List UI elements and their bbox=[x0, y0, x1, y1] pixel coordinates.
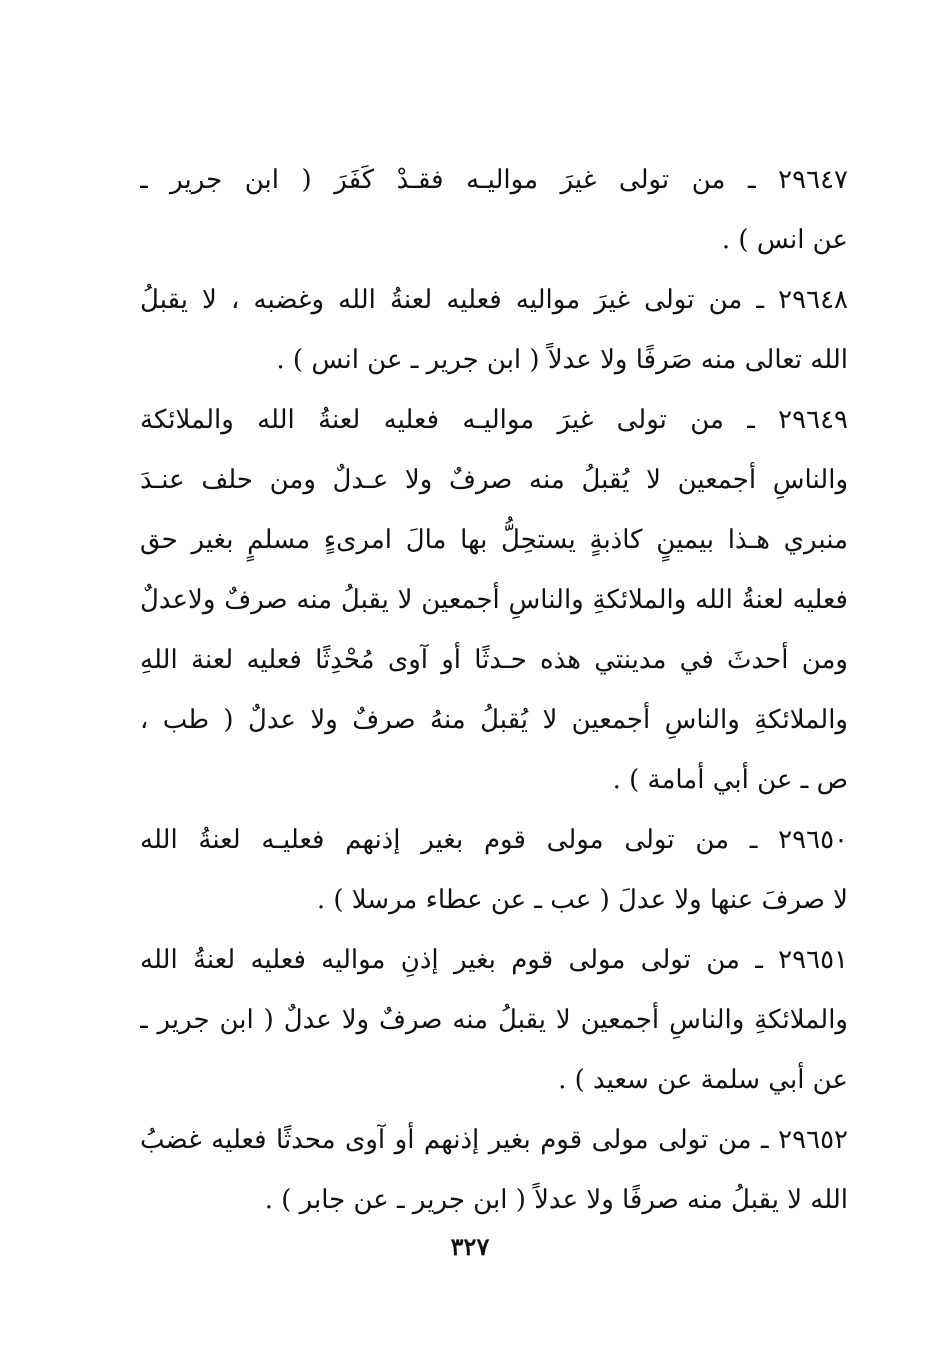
text-line: ٢٩٦٥١ ـ من تولى مولى قوم بغير إذنِ مواليه فعليه لعنةُ الله bbox=[140, 945, 848, 975]
text-line: الله لا يقبلُ منه صرفًا ولا عدلاً ( ابن جرير ـ عن جابر ) . bbox=[264, 1185, 848, 1215]
hadith-text-block bbox=[140, 150, 848, 1230]
text-line: ٢٩٦٥٢ ـ من تولى مولى قوم بغير إذنهم أو آوى محدثًا فعليه غضبُ bbox=[140, 1125, 848, 1155]
text-line: منبري هـذا بيمينٍ كاذبةٍ يستحِلُّ بها مالَ امرىءٍ مسلمٍ بغير حق bbox=[140, 525, 848, 555]
hadith-29652 bbox=[140, 1110, 848, 1230]
text-line: عن أبي سلمة عن سعيد ) . bbox=[558, 1065, 848, 1095]
text-line: ٢٩٦٤٩ ـ من تولى غيرَ مواليـه فعليه لعنةُ الله والملائكة bbox=[140, 405, 848, 435]
text-line: ومن أحدثَ في مدينتي هذه حـدثًا أو آوى مُحْدِثًا فعليه لعنة اللهِ bbox=[140, 645, 848, 675]
text-line: لا صرفَ عنها ولا عدلَ ( عب ـ عن عطاء مرسلا ) . bbox=[316, 885, 848, 915]
text-line: عن انس ) . bbox=[721, 225, 848, 255]
hadith-29648 bbox=[140, 270, 848, 390]
text-line: ٢٩٦٥٠ ـ من تولى مولى قوم بغير إذنهم فعليـه لعنةُ الله bbox=[140, 825, 848, 855]
text-line: ٢٩٦٤٨ ـ من تولى غيرَ مواليه فعليه لعنةُ الله وغضبه ، لا يقبلُ bbox=[140, 285, 848, 315]
text-line: ص ـ عن أبي أمامة ) . bbox=[612, 765, 848, 795]
text-line: والملائكةِ والناسِ أجمعين لا يُقبلُ منهُ صرفٌ ولا عدلٌ ( طب ، bbox=[140, 705, 848, 735]
text-line: ٢٩٦٤٧ ـ من تولى غيرَ مواليـه فقـدْ كَفَرَ ( ابن جرير ـ bbox=[140, 165, 848, 195]
text-line: والملائكةِ والناسِ أجمعين لا يقبلُ منه صرفٌ ولا عدلٌ ( ابن جرير ـ bbox=[140, 1005, 848, 1035]
hadith-29647 bbox=[140, 150, 848, 270]
text-line: الله تعالى منه صَرفًا ولا عدلاً ( ابن جرير ـ عن انس ) . bbox=[276, 345, 848, 375]
hadith-29651 bbox=[140, 930, 848, 1110]
text-line: فعليه لعنةُ الله والملائكةِ والناسِ أجمعين لا يقبلُ منه صرفٌ ولاعدلٌ bbox=[140, 585, 848, 615]
hadith-29649 bbox=[140, 390, 848, 810]
text-line: والناسِ أجمعين لا يُقبلُ منه صرفٌ ولا عـدلٌ ومن حلف عنـدَ bbox=[140, 465, 848, 495]
hadith-29650 bbox=[140, 810, 848, 930]
page-number: ٣٢٧ bbox=[450, 1232, 490, 1261]
